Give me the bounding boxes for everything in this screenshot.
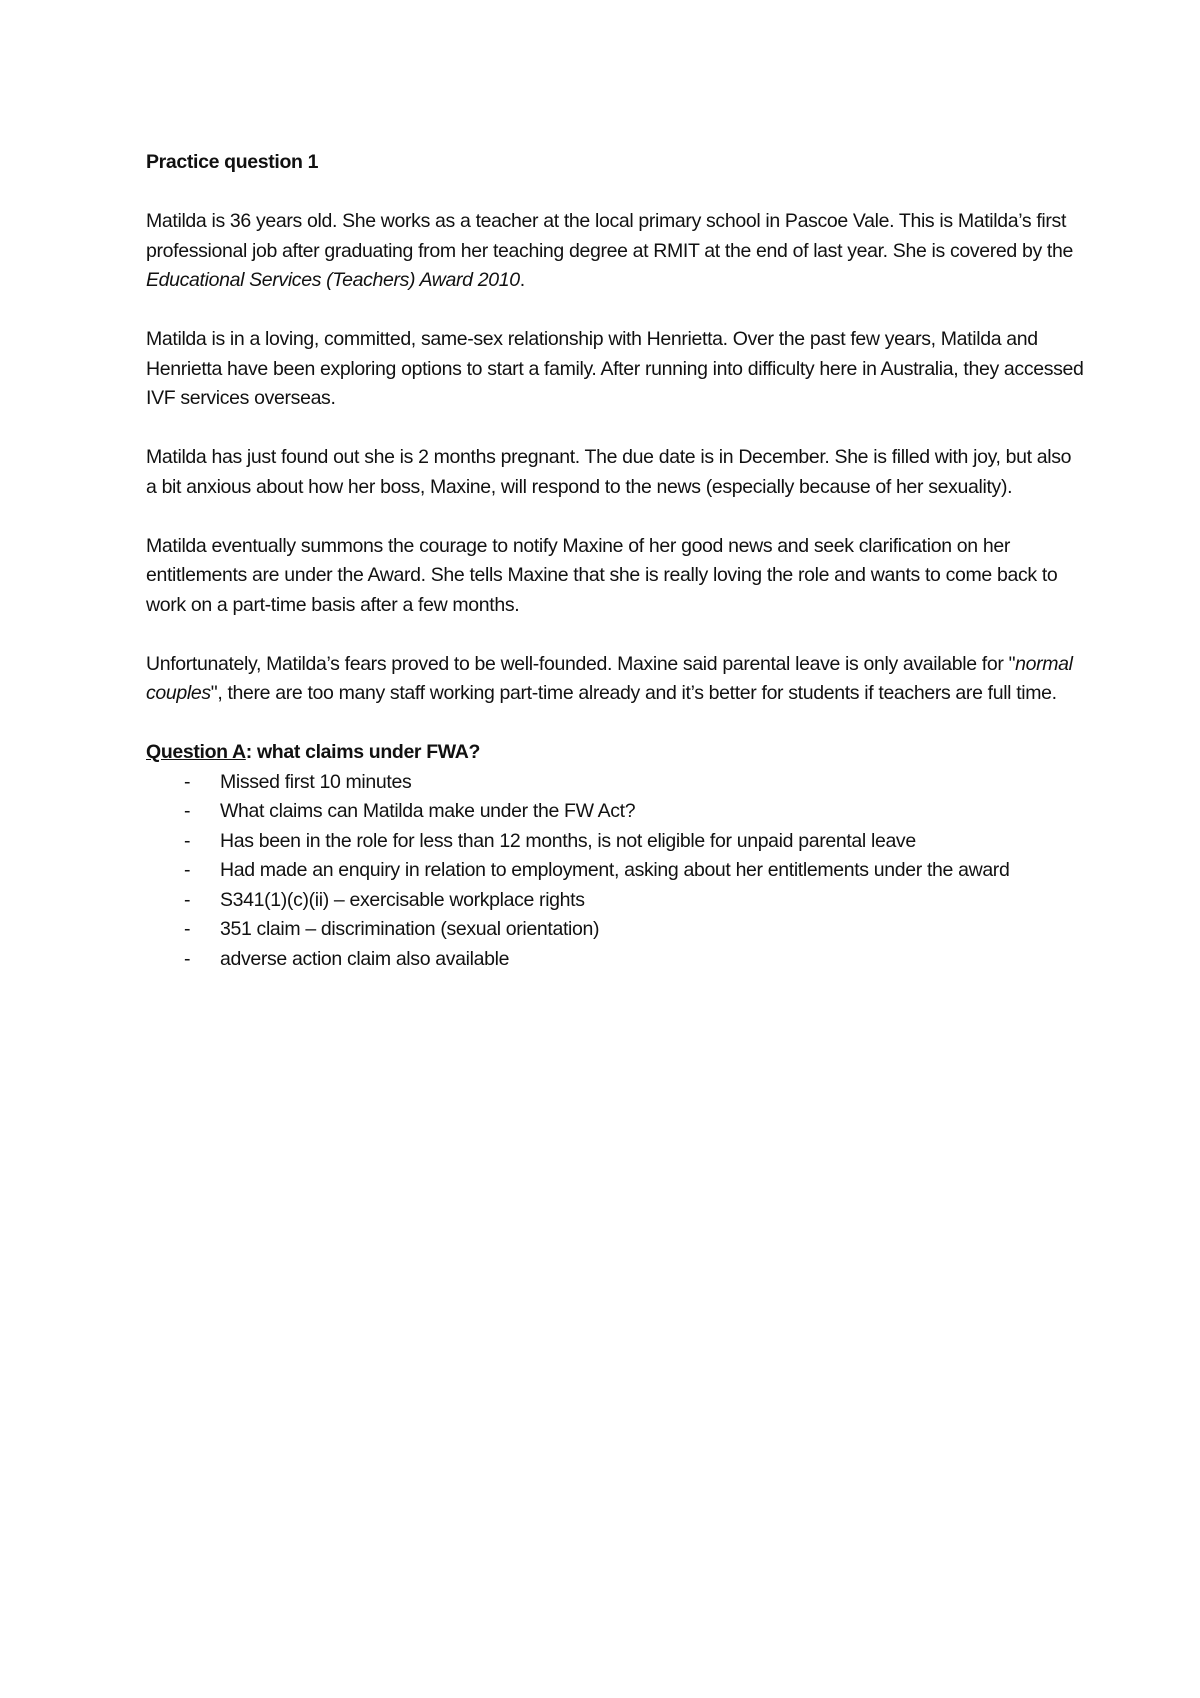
- list-item: [146, 827, 1086, 857]
- question-label: Question A: [146, 741, 246, 763]
- question-text: : what claims under FWA?: [245, 741, 481, 763]
- paragraph-2: [146, 325, 1086, 414]
- paragraph-5-end: ", there are too many staff working part-time already and it’s better for students if teachers are full time.: [210, 682, 1057, 704]
- list-item: [146, 886, 1086, 916]
- list-item: [146, 797, 1086, 827]
- question-heading: [146, 738, 1086, 768]
- paragraph-3: [146, 443, 1086, 502]
- list-item-text: S341(1)(c)(ii) – exercisable workplace rights: [220, 888, 585, 911]
- paragraph-4-text: Matilda eventually summons the courage to notify Maxine of her good news and seek clarification on her entitlements are under the Award. She tells Maxine that she is really loving the role and wants to come back to work on a part-time basis after a few months.: [146, 534, 1058, 616]
- quoted-phrase: normal couples: [146, 652, 1073, 704]
- bullet-dash: -: [184, 770, 191, 793]
- list-item-text: Has been in the role for less than 12 months, is not eligible for unpaid parental leave: [220, 829, 916, 852]
- bullet-dash: -: [184, 859, 191, 881]
- paragraph-1: [146, 207, 1086, 296]
- list-item: [146, 856, 1086, 886]
- bullet-dash: -: [184, 829, 191, 852]
- document-body: [146, 148, 1086, 974]
- paragraph-5: [146, 650, 1086, 709]
- list-item-text: Had made an enquiry in relation to employment, asking about her entitlements under the award: [220, 859, 1010, 881]
- bullet-dash: -: [184, 918, 191, 940]
- list-item: [146, 768, 1086, 798]
- paragraph-1-text: Matilda is 36 years old. She works as a teacher at the local primary school in Pascoe Vale. This is Matilda’s first professional job after graduating from her teaching degree at RMIT at the end of last year. She is covered by the: [146, 210, 1073, 262]
- bullet-dash: -: [184, 888, 191, 911]
- list-item-text: 351 claim – discrimination (sexual orientation): [220, 918, 600, 940]
- bullet-dash: -: [184, 947, 191, 970]
- list-item-text: Missed first 10 minutes: [220, 770, 412, 793]
- bullet-dash: -: [184, 800, 191, 822]
- list-item: [146, 915, 1086, 945]
- list-item-text: adverse action claim also available: [220, 947, 510, 970]
- paragraph-2-text: Matilda is in a loving, committed, same-sex relationship with Henrietta. Over the past few years, Matilda and Henrietta have been exploring options to start a family. After running into difficulty here in Australia, they accessed IVF services overseas.: [146, 328, 1084, 409]
- paragraph-4: [146, 532, 1086, 621]
- document-title: Practice question 1: [146, 151, 319, 173]
- paragraph-3-text: Matilda has just found out she is 2 months pregnant. The due date is in December. She is filled with joy, but also a bit anxious about how her boss, Maxine, will respond to the news (especially because of her sexuality).: [146, 446, 1072, 498]
- paragraph-1-end: .: [519, 269, 525, 291]
- award-name: Educational Services (Teachers) Award 2010: [146, 269, 520, 291]
- list-item: [146, 945, 1086, 975]
- paragraph-5-text: Unfortunately, Matilda’s fears proved to be well-founded. Maxine said parental leave is only available for ": [146, 652, 1016, 675]
- answer-bullet-list: [146, 768, 1086, 975]
- list-item-text: What claims can Matilda make under the FW Act?: [220, 800, 636, 822]
